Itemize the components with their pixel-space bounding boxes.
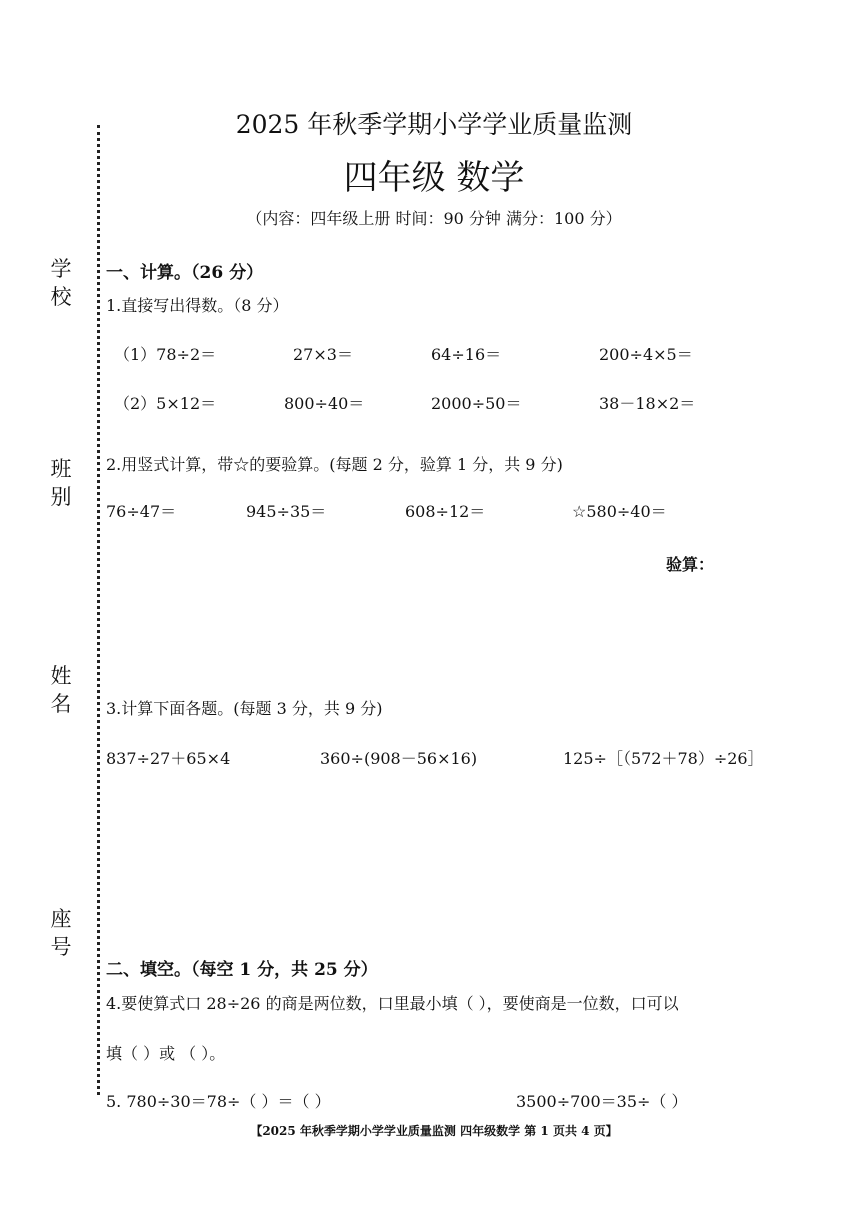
q3-item: 837÷27＋65×4 bbox=[106, 749, 231, 768]
q2-item: 945÷35＝ bbox=[246, 502, 327, 521]
q4-line1: 4.要使算式口 28÷26 的商是两位数，口里最小填（ ），要使商是一位数，口可以 bbox=[106, 994, 679, 1013]
name-label: 姓名 bbox=[50, 664, 72, 716]
q1-title: 1.直接写出得数。（8 分） bbox=[106, 296, 289, 315]
q1-item: （2）5×12＝ bbox=[114, 394, 217, 413]
page-footer: 【2025 年秋季学期小学学业质量监测 四年级数学 第 1 页共 4 页】 bbox=[250, 1124, 618, 1138]
q5-left: 5. 780÷30＝78÷（ ）＝（ ） bbox=[106, 1092, 331, 1111]
class-label: 班别 bbox=[50, 457, 72, 509]
q3-title: 3.计算下面各题。(每题 3 分，共 9 分) bbox=[106, 699, 383, 718]
q3-item: 125÷［（572＋78）÷26］ bbox=[563, 749, 764, 768]
section2-heading: 二、填空。（每空 1 分，共 25 分） bbox=[106, 960, 378, 980]
q2-item: ☆580÷40＝ bbox=[572, 502, 667, 521]
school-label: 学校 bbox=[50, 257, 72, 309]
q1-item: 200÷4×5＝ bbox=[599, 345, 693, 364]
q2-item: 76÷47＝ bbox=[106, 502, 177, 521]
q2-check-label: 验算： bbox=[666, 555, 715, 574]
binding-dotted-line bbox=[97, 125, 100, 1095]
q1-item: 38－18×2＝ bbox=[599, 394, 696, 413]
exam-title: 2025 年秋季学期小学学业质量监测 bbox=[235, 110, 633, 139]
q2-title: 2.用竖式计算，带☆的要验算。(每题 2 分，验算 1 分，共 9 分) bbox=[106, 455, 563, 474]
section1-heading: 一、计算。（26 分） bbox=[106, 263, 264, 283]
q5-right: 3500÷700＝35÷（ ） bbox=[516, 1092, 688, 1111]
q1-item: 2000÷50＝ bbox=[431, 394, 522, 413]
q4-line2: 填（ ）或 （ ）。 bbox=[106, 1044, 226, 1063]
q1-item: 64÷16＝ bbox=[431, 345, 502, 364]
q2-item: 608÷12＝ bbox=[405, 502, 486, 521]
q1-item: 27×3＝ bbox=[293, 345, 353, 364]
q1-item: （1）78÷2＝ bbox=[114, 345, 217, 364]
seat-label: 座号 bbox=[50, 907, 72, 959]
q1-item: 800÷40＝ bbox=[284, 394, 365, 413]
exam-subtitle: 四年级 数学 bbox=[343, 158, 525, 198]
exam-info: （内容：四年级上册 时间：90 分钟 满分：100 分） bbox=[246, 209, 622, 228]
q3-item: 360÷(908－56×16) bbox=[320, 749, 478, 768]
